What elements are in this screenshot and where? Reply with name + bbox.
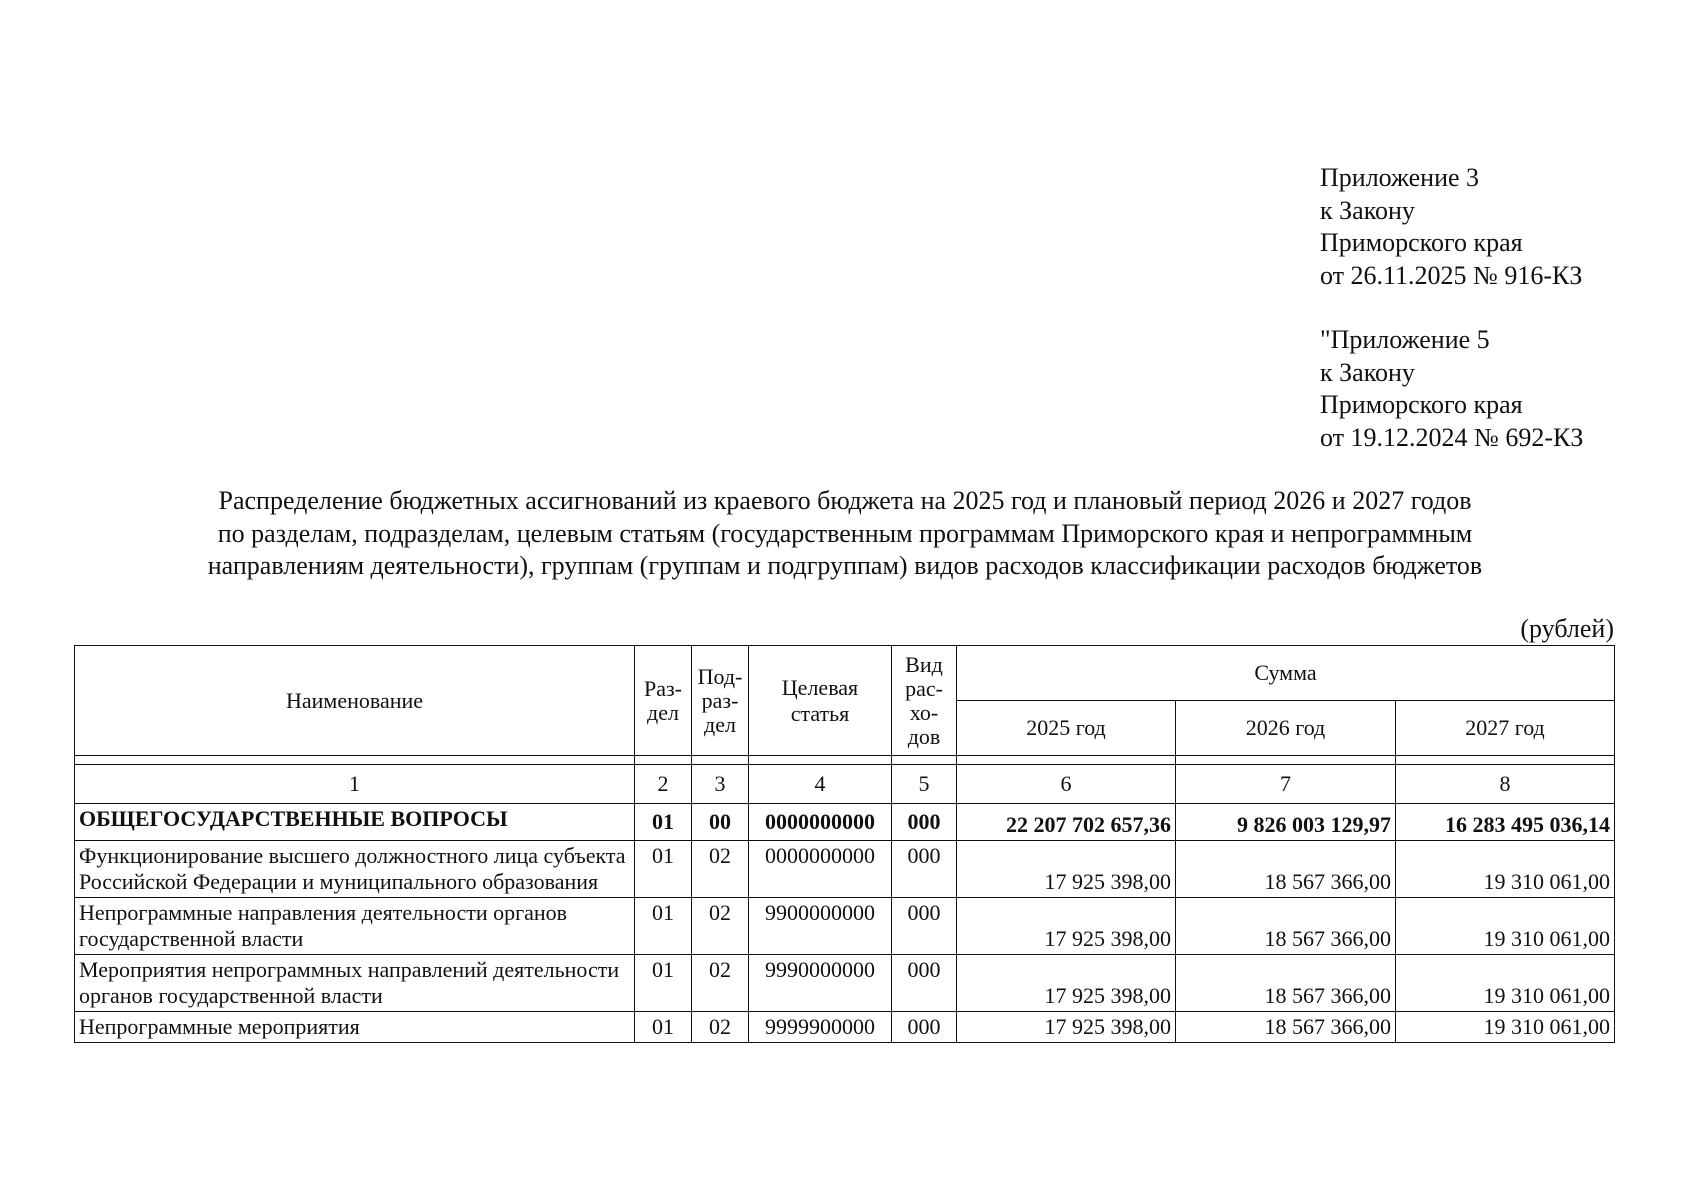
row-target: 9900000000 xyxy=(749,898,892,955)
row-subsection: 02 xyxy=(692,898,749,955)
table-row xyxy=(75,898,1615,955)
row-subsection: 02 xyxy=(692,955,749,1012)
row-amount-2026: 18 567 366,00 xyxy=(1176,841,1396,898)
row-name: ОБЩЕГОСУДАРСТВЕННЫЕ ВОПРОСЫ xyxy=(75,804,635,841)
header-target-part: Целевая xyxy=(781,674,859,700)
header-expense-part: дов xyxy=(907,723,941,749)
row-expense-type: 000 xyxy=(892,1012,957,1043)
header-subsection xyxy=(692,646,749,756)
row-section: 01 xyxy=(635,804,692,841)
header-target-part: статья xyxy=(790,700,850,726)
header-target xyxy=(749,646,892,756)
row-expense-type: 000 xyxy=(892,841,957,898)
row-section: 01 xyxy=(635,955,692,1012)
column-number: 3 xyxy=(692,765,749,804)
header-year-2027: 2027 год xyxy=(1396,701,1615,756)
column-number: 7 xyxy=(1176,765,1396,804)
column-number: 1 xyxy=(75,765,635,804)
appendix-3-line: Приморского края xyxy=(1320,228,1523,257)
table-row xyxy=(75,1012,1615,1043)
appendix-3-line: от 26.11.2025 № 916-КЗ xyxy=(1320,260,1583,290)
header-expense-part: Вид xyxy=(905,651,943,677)
row-section: 01 xyxy=(635,898,692,955)
row-amount-2025: 17 925 398,00 xyxy=(957,898,1176,955)
header-sum: Сумма xyxy=(957,646,1615,701)
header-section xyxy=(635,646,692,756)
row-subsection: 02 xyxy=(692,841,749,898)
header-subsection-part: раз- xyxy=(701,687,739,713)
row-expense-type: 000 xyxy=(892,898,957,955)
document-title-line: Распределение бюджетных ассигнований из краевого бюджета на 2025 год и плановый период 2026 и 2027 годов xyxy=(218,486,1472,515)
appendix-5-line: "Приложение 5 xyxy=(1320,325,1490,354)
row-amount-2026: 18 567 366,00 xyxy=(1176,898,1396,955)
header-expense-part: рас- xyxy=(905,675,943,701)
table-row xyxy=(75,955,1615,1012)
column-number: 4 xyxy=(749,765,892,804)
row-amount-2026: 18 567 366,00 xyxy=(1176,955,1396,1012)
row-expense-type: 000 xyxy=(892,804,957,841)
appendix-5-line: к Закону xyxy=(1320,357,1415,387)
row-target: 9999900000 xyxy=(749,1012,892,1043)
appendix-3-line: к Закону xyxy=(1320,195,1415,225)
header-expense-type xyxy=(892,646,957,756)
table-row xyxy=(75,804,1615,841)
row-name: Непрограммные направления деятельности органов государственной власти xyxy=(75,898,635,955)
row-amount-2027: 16 283 495 036,14 xyxy=(1396,804,1615,841)
column-number: 8 xyxy=(1396,765,1615,804)
column-number-row xyxy=(75,765,1615,804)
budget-table xyxy=(74,645,1615,1043)
row-name: Непрограммные мероприятия xyxy=(75,1012,635,1043)
row-amount-2027: 19 310 061,00 xyxy=(1396,841,1615,898)
header-row-top xyxy=(75,646,1615,701)
appendix-5-line: Приморского края xyxy=(1320,390,1523,419)
units-label: (рублей) xyxy=(1520,614,1614,643)
row-target: 0000000000 xyxy=(749,804,892,841)
column-number: 6 xyxy=(957,765,1176,804)
appendix-3-header xyxy=(1320,162,1582,292)
row-name: Мероприятия непрограммных направлений деятельности органов государственной власти xyxy=(75,955,635,1012)
row-target: 9990000000 xyxy=(749,955,892,1012)
appendix-5-line: от 19.12.2024 № 692-КЗ xyxy=(1320,422,1584,452)
document-title-line: направлениям деятельности), группам (группам и подгруппам) видов расходов классификации расходов бюджетов xyxy=(207,551,1483,580)
row-amount-2027: 19 310 061,00 xyxy=(1396,955,1615,1012)
appendix-5-header xyxy=(1320,324,1583,454)
header-subsection-part: дел xyxy=(704,711,736,737)
row-expense-type: 000 xyxy=(892,955,957,1012)
row-target: 0000000000 xyxy=(749,841,892,898)
row-section: 01 xyxy=(635,841,692,898)
row-amount-2025: 17 925 398,00 xyxy=(957,1012,1176,1043)
row-name: Функционирование высшего должностного лица субъекта Российской Федерации и муниципального образования xyxy=(75,841,635,898)
row-amount-2026: 9 826 003 129,97 xyxy=(1176,804,1396,841)
header-year-2025: 2025 год xyxy=(957,701,1176,756)
row-amount-2025: 17 925 398,00 xyxy=(957,841,1176,898)
header-spacer xyxy=(75,756,1615,765)
row-amount-2025: 17 925 398,00 xyxy=(957,955,1176,1012)
document-title xyxy=(100,485,1590,583)
header-section-part: дел xyxy=(647,699,679,725)
column-number: 5 xyxy=(892,765,957,804)
header-name: Наименование xyxy=(75,646,635,756)
row-subsection: 00 xyxy=(692,804,749,841)
row-amount-2027: 19 310 061,00 xyxy=(1396,1012,1615,1043)
column-number: 2 xyxy=(635,765,692,804)
header-section-part: Раз- xyxy=(643,675,683,701)
row-amount-2027: 19 310 061,00 xyxy=(1396,898,1615,955)
appendix-3-line: Приложение 3 xyxy=(1320,163,1480,192)
header-year-2026: 2026 год xyxy=(1176,701,1396,756)
row-subsection: 02 xyxy=(692,1012,749,1043)
row-amount-2026: 18 567 366,00 xyxy=(1176,1012,1396,1043)
document-title-line: по разделам, подразделам, целевым статьям (государственным программам Приморского края и непрограммным xyxy=(217,518,1473,548)
table-row xyxy=(75,841,1615,898)
header-expense-part: хо- xyxy=(909,699,939,725)
row-section: 01 xyxy=(635,1012,692,1043)
header-subsection-part: Под- xyxy=(697,663,743,689)
row-amount-2025: 22 207 702 657,36 xyxy=(957,804,1176,841)
